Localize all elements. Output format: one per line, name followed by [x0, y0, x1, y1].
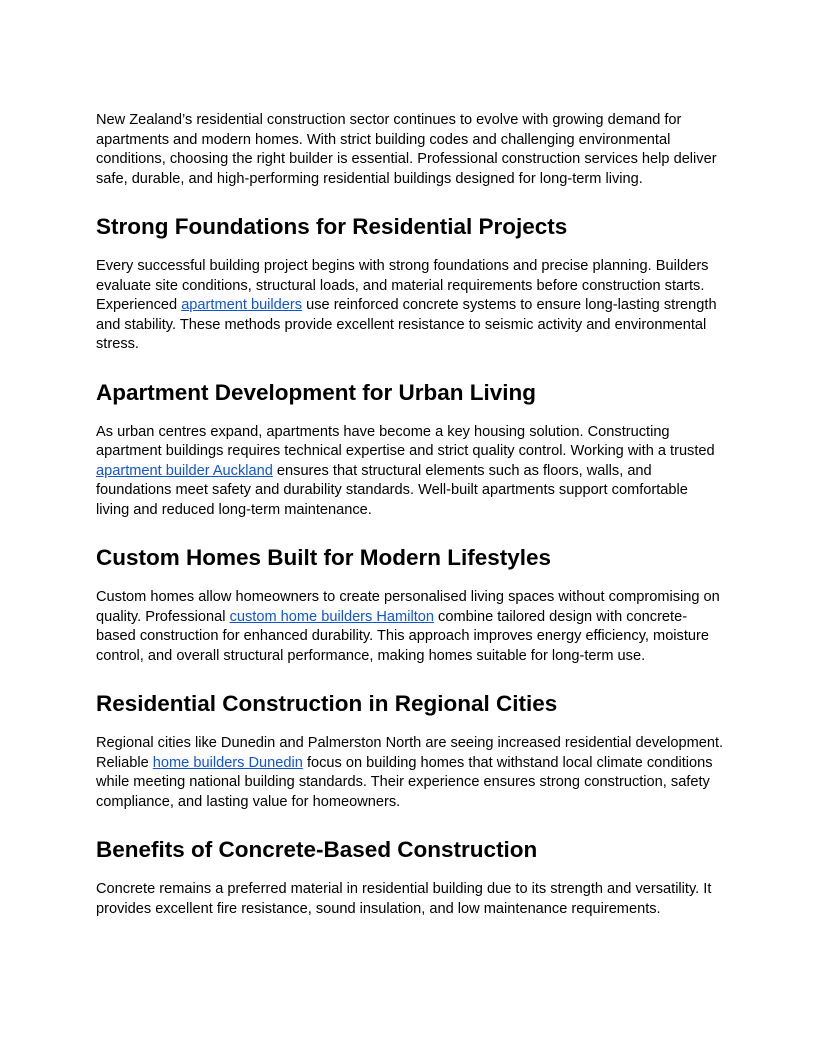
paragraph-text: use reinforced concrete systems to ensure long-lasting strength and stability. These methods provide excellent resistance to seismic activity and environmental stress. — [96, 297, 717, 352]
section-apartment-development — [96, 379, 724, 521]
section-foundations — [96, 213, 724, 355]
intro-paragraph: New Zealand’s residential construction sector continues to evolve with growing demand for apartments and modern homes. With strict building codes and challenging environmental conditions, choosing the right builder is essential. Professional construction services help deliver safe, durable, and high-performing residential buildings designed for long-term living. — [96, 112, 717, 187]
section-heading: Strong Foundations for Residential Projects — [96, 214, 568, 239]
paragraph-text: ensures that structural elements such as floors, walls, and foundations meet safety and durability standards. Well-built apartments support comfortable living and reduced long-term maintenance. — [96, 462, 688, 518]
document-page — [96, 111, 724, 943]
section-heading: Apartment Development for Urban Living — [96, 379, 537, 405]
paragraph-text: Custom homes allow homeowners to create personalised living spaces without compromising on quality. Professional — [96, 589, 720, 625]
section-paragraph — [96, 734, 724, 812]
apartment-builders-link[interactable]: apartment builders — [181, 297, 303, 313]
apartment-builder-auckland-link[interactable]: apartment builder Auckland — [96, 462, 273, 479]
section-heading: Custom Homes Built for Modern Lifestyles — [96, 545, 552, 570]
section-paragraph — [96, 880, 724, 919]
paragraph-text: As urban centres expand, apartments have become a key housing solution. Constructing apartment buildings requires technical expertise and strict quality control. Working with a trusted — [96, 423, 715, 459]
custom-home-builders-hamilton-link[interactable]: custom home builders Hamilton — [229, 608, 434, 625]
section-paragraph — [96, 588, 724, 666]
section-custom-homes — [96, 544, 724, 666]
home-builders-dunedin-link[interactable]: home builders Dunedin — [152, 754, 303, 771]
paragraph-text: Concrete remains a preferred material in residential building due to its strength and versatility. It provides excellent fire resistance, sound insulation, and low maintenance requirements. — [96, 881, 712, 917]
paragraph-text: combine tailored design with concrete-based construction for enhanced durability. This approach improves energy efficiency, moisture control, and overall structural performance, making homes suitable for long-term use. — [96, 608, 709, 664]
section-paragraph — [96, 423, 724, 521]
section-paragraph — [96, 257, 724, 355]
section-concrete-benefits — [96, 836, 724, 919]
section-regional-cities — [96, 690, 724, 812]
paragraph-text: focus on building homes that withstand local climate conditions while meeting national building standards. Their experience ensures strong construction, safety compliance, and lasting value for homeowners. — [96, 754, 713, 810]
section-heading: Residential Construction in Regional Cities — [96, 691, 558, 716]
paragraph-text: Regional cities like Dunedin and Palmerston North are seeing increased residential development. Reliable — [96, 735, 724, 771]
section-heading: Benefits of Concrete-Based Construction — [96, 837, 538, 862]
paragraph-text: Every successful building project begins with strong foundations and precise planning. Builders evaluate site conditions, structural loads, and material requirements before construction starts. Experienced — [96, 258, 709, 313]
